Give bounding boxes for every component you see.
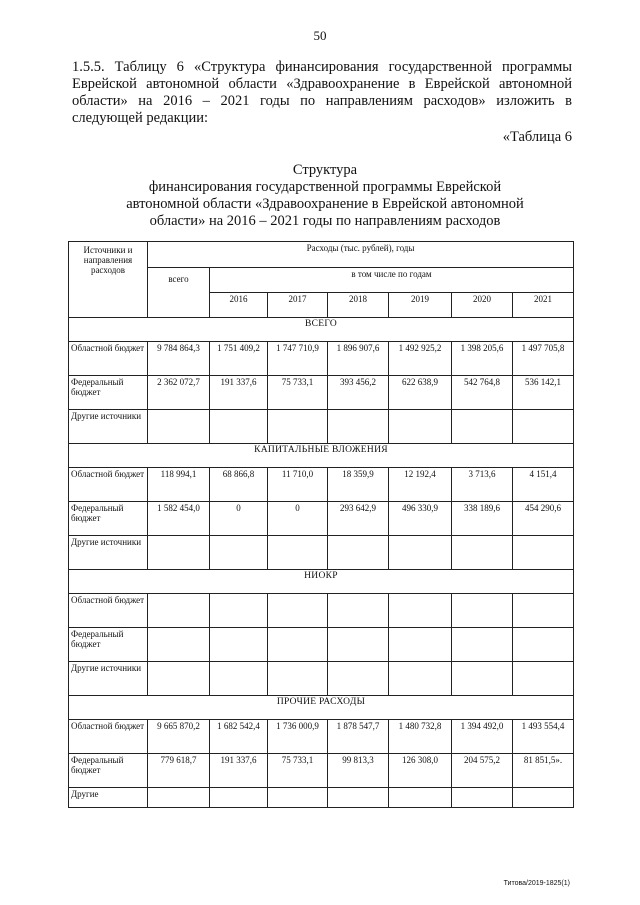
year-cell: 204 575,2 [452,754,513,788]
year-cell [389,628,452,662]
page-number: 50 [313,28,327,43]
row-label: Другие источники [69,662,148,696]
year-cell: 11 710,0 [268,468,328,502]
total-cell: 1 582 454,0 [148,502,210,536]
row-label: Федеральный бюджет [69,628,148,662]
header-year: 2018 [328,293,389,318]
row-label: Областной бюджет [69,720,148,754]
total-cell: 779 618,7 [148,754,210,788]
table-row [69,720,574,754]
row-label: Областной бюджет [69,468,148,502]
year-cell: 1 493 554,4 [513,720,574,754]
table-row [69,628,574,662]
header-year: 2019 [389,293,452,318]
table-row [69,342,574,376]
year-cell [513,594,574,628]
year-cell: 81 851,5». [513,754,574,788]
year-cell [389,536,452,570]
year-cell [513,628,574,662]
year-cell: 75 733,1 [268,754,328,788]
section-header: ПРОЧИЕ РАСХОДЫ [69,696,574,720]
year-cell [452,536,513,570]
intro-paragraph [72,59,572,127]
year-cell: 338 189,6 [452,502,513,536]
header-year: 2017 [268,293,328,318]
total-cell [148,594,210,628]
year-cell [452,410,513,444]
row-label: Другие источники [69,410,148,444]
year-cell: 68 866,8 [210,468,268,502]
year-cell [210,536,268,570]
year-cell [389,594,452,628]
year-cell: 1 394 492,0 [452,720,513,754]
table-reference: «Таблица 6 [502,129,572,145]
year-cell: 126 308,0 [389,754,452,788]
header-year: 2021 [513,293,574,318]
year-cell [268,788,328,808]
year-cell [452,662,513,696]
year-cell [513,662,574,696]
year-cell [268,410,328,444]
total-cell: 9 665 870,2 [148,720,210,754]
year-cell [328,410,389,444]
total-cell [148,628,210,662]
year-cell: 293 642,9 [328,502,389,536]
table-row [69,536,574,570]
year-cell: 99 813,3 [328,754,389,788]
table-row [69,662,574,696]
year-cell [210,410,268,444]
year-cell [268,662,328,696]
year-cell [328,628,389,662]
year-cell [268,628,328,662]
financing-table [68,241,574,808]
title-line: Структура [292,162,358,178]
row-label: Другие источники [69,536,148,570]
year-cell: 191 337,6 [210,754,268,788]
year-cell [328,536,389,570]
section-header: ВСЕГО [69,318,574,342]
row-label: Областной бюджет [69,342,148,376]
intro-text: 1.5.5. Таблицу 6 «Структура финансирования государственной программы Еврейской автономной области «Здравоохранение в Еврейской автономной области» на 2016 – 2021 годы по направлениям расходов» изложить в следующей редакции: [72,59,572,126]
section-header: КАПИТАЛЬНЫЕ ВЛОЖЕНИЯ [69,444,574,468]
year-cell [210,662,268,696]
document-id: Титова/2019-1825(1) [503,880,570,887]
year-cell: 536 142,1 [513,376,574,410]
year-cell: 1 492 925,2 [389,342,452,376]
title-line: автономной области «Здравоохранение в Еврейской автономной [126,196,524,212]
year-cell [210,628,268,662]
title-line: области» на 2016 – 2021 годы по направлениям расходов [149,213,501,229]
header-sources: Источники и направления расходов [69,242,148,318]
year-cell [210,788,268,808]
row-label: Федеральный бюджет [69,502,148,536]
year-cell: 75 733,1 [268,376,328,410]
year-cell: 0 [210,502,268,536]
table-row [69,410,574,444]
total-cell: 118 994,1 [148,468,210,502]
total-cell [148,410,210,444]
table-row [69,788,574,808]
year-cell: 4 151,4 [513,468,574,502]
year-cell [513,410,574,444]
table-row [69,754,574,788]
year-cell: 1 682 542,4 [210,720,268,754]
table-row [69,594,574,628]
year-cell: 1 751 409,2 [210,342,268,376]
row-label: Федеральный бюджет [69,754,148,788]
year-cell [328,662,389,696]
year-cell: 393 456,2 [328,376,389,410]
year-cell: 1 497 705,8 [513,342,574,376]
year-cell [452,628,513,662]
table-row [69,468,574,502]
year-cell: 1 398 205,6 [452,342,513,376]
year-cell: 0 [268,502,328,536]
year-cell [452,788,513,808]
header-year: 2020 [452,293,513,318]
year-cell: 18 359,9 [328,468,389,502]
year-cell [513,788,574,808]
header-year: 2016 [210,293,268,318]
total-cell [148,788,210,808]
year-cell: 1 736 000,9 [268,720,328,754]
year-cell: 1 896 907,6 [328,342,389,376]
year-cell: 1 480 732,8 [389,720,452,754]
year-cell: 3 713,6 [452,468,513,502]
title-line: финансирования государственной программы Еврейской [148,179,502,195]
year-cell: 12 192,4 [389,468,452,502]
year-cell [328,594,389,628]
section-header: НИОКР [69,570,574,594]
table-title [100,162,550,230]
year-cell [210,594,268,628]
year-cell: 1 747 710,9 [268,342,328,376]
table-row [69,502,574,536]
header-expenses: Расходы (тыс. рублей), годы [148,242,574,268]
year-cell: 542 764,8 [452,376,513,410]
row-label: Областной бюджет [69,594,148,628]
table-row [69,376,574,410]
total-cell [148,662,210,696]
year-cell [328,788,389,808]
year-cell: 496 330,9 [389,502,452,536]
total-cell: 9 784 864,3 [148,342,210,376]
year-cell [268,594,328,628]
year-cell: 622 638,9 [389,376,452,410]
year-cell: 191 337,6 [210,376,268,410]
year-cell [452,594,513,628]
row-label: Федеральный бюджет [69,376,148,410]
year-cell [389,410,452,444]
total-cell: 2 362 072,7 [148,376,210,410]
header-by-year: в том числе по годам [210,268,574,293]
year-cell [389,788,452,808]
year-cell [389,662,452,696]
year-cell: 454 290,6 [513,502,574,536]
row-label: Другие [69,788,148,808]
year-cell [513,536,574,570]
total-cell [148,536,210,570]
header-total: всего [148,268,210,318]
year-cell [268,536,328,570]
year-cell: 1 878 547,7 [328,720,389,754]
